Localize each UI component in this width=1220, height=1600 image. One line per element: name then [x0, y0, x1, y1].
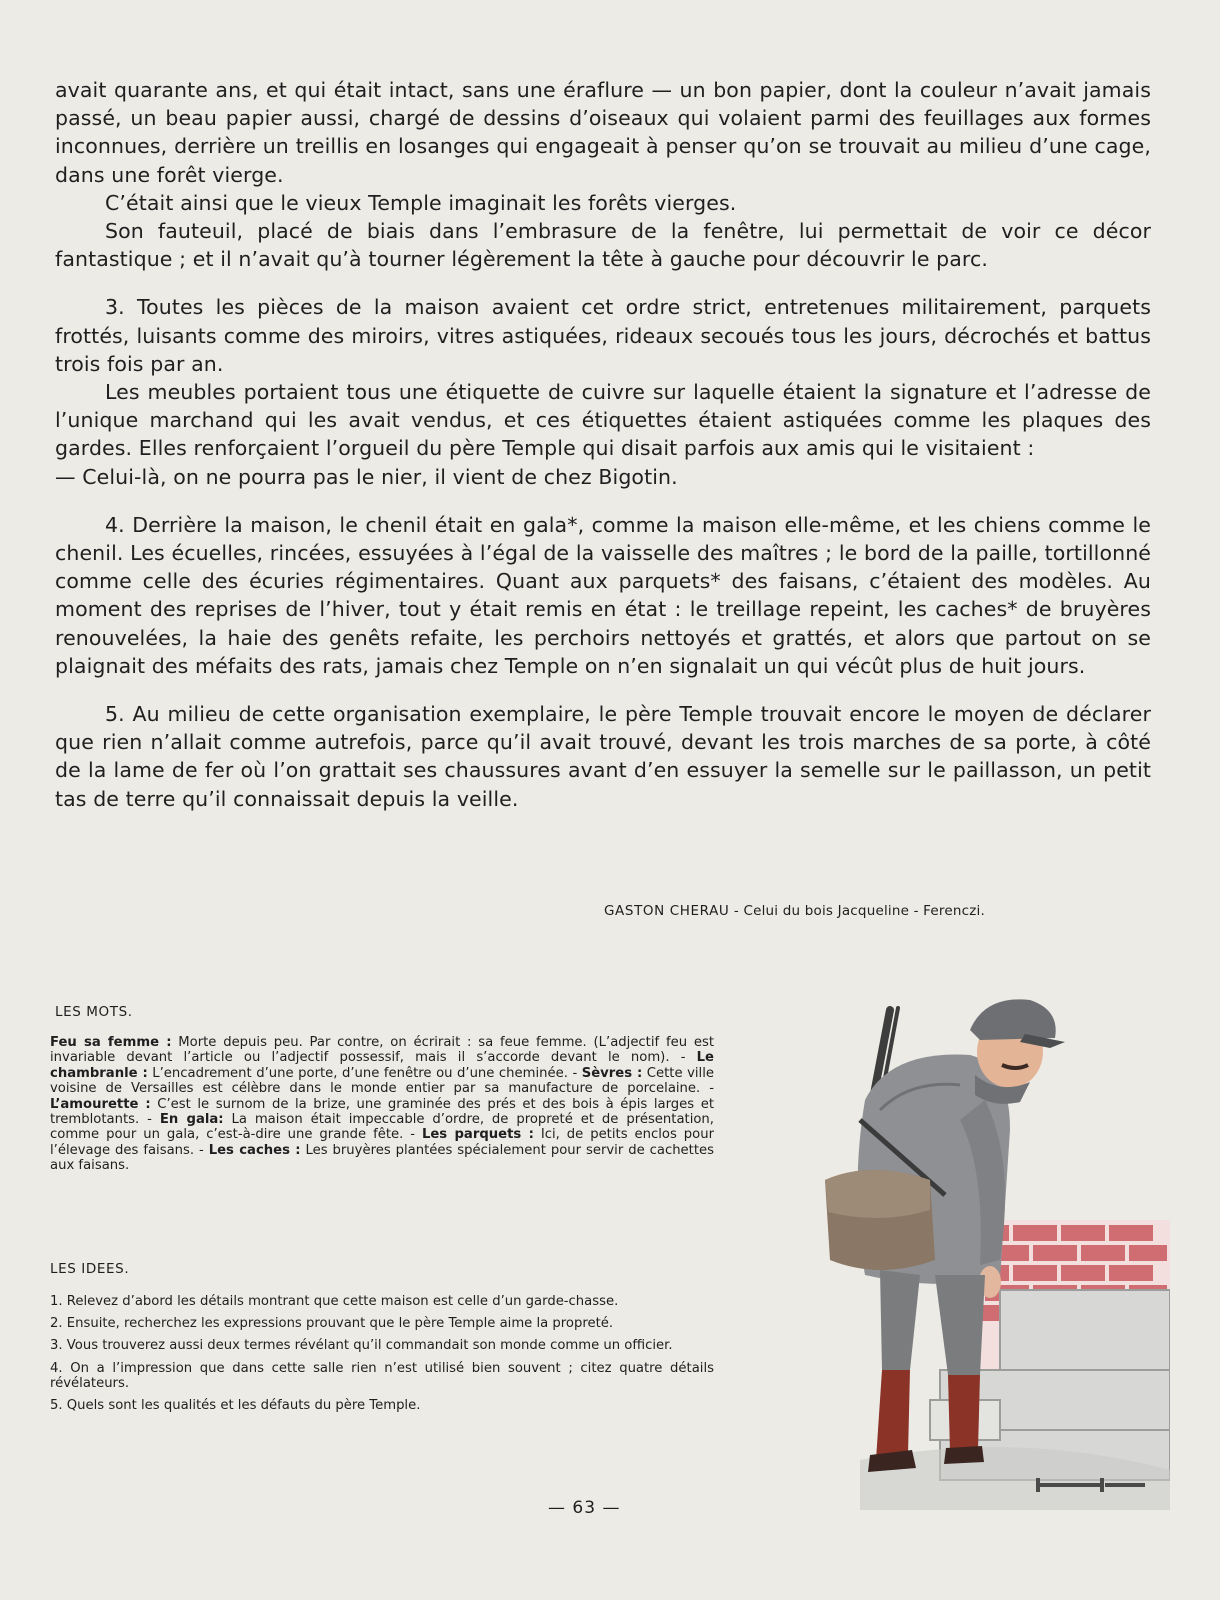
- glossary-definition: La maison était impeccable d’ordre, de propreté et de présentation, comme pour un gala, c’est-à-dire une grande fête. -: [50, 1112, 714, 1143]
- paragraph: avait quarante ans, et qui était intact, sans une éraflure — un bon papier, dont la couleur n’avait jamais passé, un beau papier aussi, chargé de dessins d’oiseaux qui volaient parmi des feuillages aux formes inconnues, derrière un treillis en losanges qui engageait à penser qu’on se trouvait au milieu d’une cage, dans une forêt vierge.: [55, 78, 1151, 187]
- glossary-term: Les parquets :: [421, 1127, 534, 1143]
- glossary-definition: Les bruyères plantées spécialement pour servir de cachettes aux faisans.: [50, 1142, 714, 1174]
- question-item: 5. Quels sont les qualités et les défauts du père Temple.: [50, 1398, 421, 1414]
- paragraph-4: 4. Derrière la maison, le chenil était en gala*, comme la maison elle-même, et les chiens comme le chenil. Les écuelles, rincées, essuyées à l’égal de la vaisselle des maîtres ; le bord de la paille, tortillonné comme celle des écuries régimentaires. Quant aux parquets* des faisans, c’étaient des modèles. Au moment des reprises de l’hiver, tout y était remis en état : le treillage repeint, les caches* de bruyères renouvelées, la haie des genêts refaite, les perchoirs nettoyés et grattés, et alors que partout on se plaignait des méfaits des rats, jamais chez Temple on n’en signalait un qui vécût plus de huit jours.: [55, 512, 1151, 678]
- glossary-definition: Ici, de petits enclos pour l’élevage des faisans. -: [50, 1127, 714, 1158]
- glossary-definition: Cette ville voisine de Versailles est célèbre dans le monde entier par sa manufacture de porcelaine. -: [50, 1065, 714, 1097]
- glossary-term: Le chambranle :: [50, 1050, 714, 1081]
- glossary-definition: Morte depuis peu. Par contre, on écrirait : sa feue femme. (L’adjectif feu est invariable devant l’article ou l’adjectif possessif, mais il s’accorde devant le nom). -: [50, 1035, 714, 1066]
- question-item: 1. Relevez d’abord les détails montrant que cette maison est celle d’un garde-chasse.: [50, 1294, 619, 1309]
- question-item: 2. Ensuite, recherchez les expressions prouvant que le père Temple aime la propreté.: [50, 1316, 614, 1332]
- attribution: [604, 903, 985, 919]
- question-item: 3. Vous trouverez aussi deux termes révélant qu’il commandait son monde comme un officier.: [50, 1338, 673, 1354]
- glossary-term: En gala:: [159, 1112, 224, 1128]
- paragraph-3: 3. Toutes les pièces de la maison avaient cet ordre strict, entretenues militairement, parquets frottés, luisants comme des miroirs, vitres astiquées, rideaux secoués tous les jours, décrochés et battus trois fois par an.: [55, 295, 1151, 376]
- paragraph: C’était ainsi que le vieux Temple imaginait les forêts vierges.: [105, 190, 737, 215]
- author-name: GASTON CHERAU: [604, 903, 730, 919]
- idees-list: [50, 1294, 714, 1420]
- mots-glossary: [50, 1035, 714, 1174]
- source-title: - Celui du bois Jacqueline - Ferenczi.: [733, 903, 985, 919]
- glossary-definition: C’est le surnom de la brize, une graminée des prés et des bois à épis larges et tremblotants. -: [50, 1096, 714, 1128]
- main-text: [55, 76, 1151, 813]
- glossary-term: Les caches :: [208, 1142, 301, 1158]
- mots-heading: LES MOTS.: [55, 1004, 133, 1020]
- game-keeper-illustration: [770, 990, 1170, 1550]
- paragraph-5: 5. Au milieu de cette organisation exemplaire, le père Temple trouvait encore le moyen de déclarer que rien n’allait comme autrefois, parce qu’il avait trouvé, devant les trois marches de sa porte, à côté de la lame de fer où l’on grattait ses chaussures avant d’en essuyer la semelle sur le paillasson, un petit tas de terre qu’il connaissait depuis la veille.: [55, 702, 1151, 811]
- paragraph: Son fauteuil, placé de biais dans l’embrasure de la fenêtre, lui permettait de voir ce décor fantastique ; et il n’avait qu’à tourner légèrement la tête à gauche pour découvrir le parc.: [55, 219, 1151, 272]
- glossary-term: Sèvres :: [581, 1065, 643, 1081]
- question-item: 4. On a l’impression que dans cette salle rien n’est utilisé bien souvent ; citez quatre détails révélateurs.: [50, 1360, 714, 1391]
- glossary-term: L’amourette :: [50, 1096, 151, 1112]
- glossary-definition: L’encadrement d’une porte, d’une fenêtre ou d’une cheminée. -: [147, 1065, 582, 1081]
- paragraph: Les meubles portaient tous une étiquette de cuivre sur laquelle étaient la signature et l’adresse de l’unique marchand qui les avait vendus, et ces étiquettes étaient astiquées comme les plaques des gardes. Elles renforçaient l’orgueil du père Temple qui disait parfois aux amis qui le visitaient :: [55, 380, 1151, 461]
- dialogue-line: — Celui-là, on ne pourra pas le nier, il vient de chez Bigotin.: [55, 464, 678, 489]
- page-number: — 63 —: [548, 1498, 621, 1518]
- idees-heading: LES IDEES.: [50, 1261, 130, 1277]
- glossary-term: Feu sa femme :: [50, 1035, 172, 1050]
